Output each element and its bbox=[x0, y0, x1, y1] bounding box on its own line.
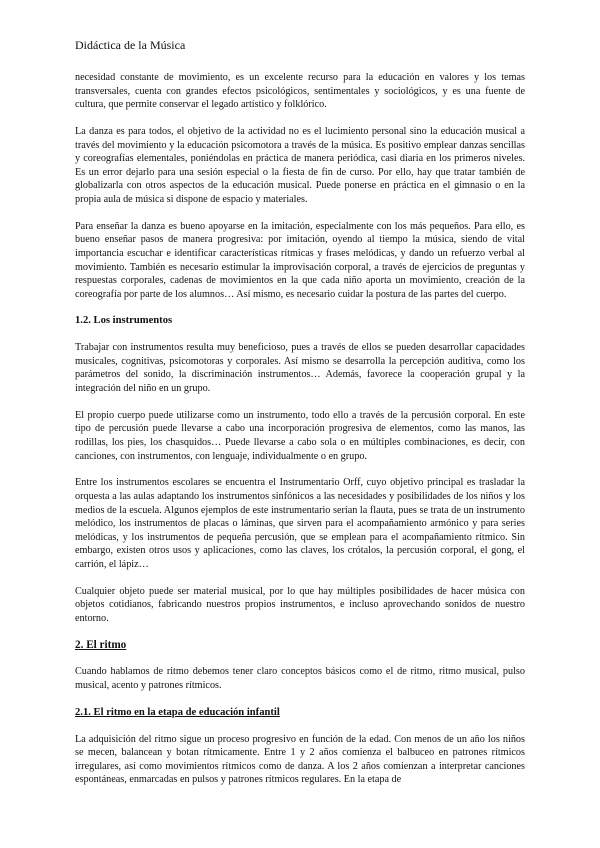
paragraph: Para enseñar la danza es bueno apoyarse en la imitación, especialmente con los más pequeños. Para ello, es bueno enseñar pasos de manera progresiva: por imitación, oyendo al tiempo la música, siendo de vital importancia escuchar e identificar características rítmicas y frases melódicas, y dando un refuerzo verbal al movimiento. También es necesario estimular la improvisación corporal, a través de ejercicios de preguntas y respuestas corporales, cadenas de movimientos en la que cada niño aporta un movimiento, creación de la coreografía por parte de los alumnos… Así mismo, es necesario cuidar la postura de las partes del cuerpo. bbox=[75, 220, 525, 300]
paragraph: Entre los instrumentos escolares se encuentra el Instrumentario Orff, cuyo objetivo principal es trasladar la orquesta a las aulas adaptando los instrumentos sinfónicos a las necesidades y posibilidades de los niños y los medios de la escuela. Algunos ejemplos de este instrumentario serían la flauta, pues se trata de un instrumento melódico, los instrumentos de placas o láminas, que sirven para el acompañamiento armónico y para series melódicas, y los instrumentos de pequeña percusión, que se emplean para el acompañamiento rítmico. Sin embargo, existen otros usos y aplicaciones, como las claves, los crótalos, la percusión corporal, el gong, el carrión, el lápiz… bbox=[75, 477, 525, 570]
section-heading: 1.2. Los instrumentos bbox=[75, 315, 173, 327]
paragraph: El propio cuerpo puede utilizarse como un instrumento, todo ello a través de la percusión corporal. En este tipo de percusión puede llevarse a cabo una incorporación progresiva de elementos, como las manos, las rodillas, los pies, los chasquidos… Puede llevarse a cabo sola o en múltiples combinaciones, es decir, con canciones, con instrumentos, con lenguaje, individualmente o en grupo. bbox=[75, 409, 525, 462]
paragraph: Cualquier objeto puede ser material musical, por lo que hay múltiples posibilidades de hacer música con objetos cotidianos, fabricando nuestros propios instrumentos, e incluso aprovechando sonidos de nuestro entorno. bbox=[75, 585, 525, 624]
document-body bbox=[75, 71, 525, 800]
paragraph: Cuando hablamos de ritmo debemos tener claro conceptos básicos como el de ritmo, ritmo musical, pulso musical, acento y patrones rítmicos. bbox=[75, 666, 525, 692]
paragraph: Trabajar con instrumentos resulta muy beneficioso, pues a través de ellos se pueden desarrollar capacidades musicales, cognitivas, psicomotoras y corporales. Así mismo se desarrolla la percepción auditiva, como los parámetros del sonido, la discriminación instrumentos… Además, favorece la cooperación grupal y la integración del niño en un grupo. bbox=[75, 342, 525, 395]
section-heading: 2. El ritmo bbox=[75, 638, 127, 651]
paragraph: La adquisición del ritmo sigue un proceso progresivo en función de la edad. Con menos de un año los niños se mecen, balancean y botan rítmicamente. Entre 1 y 2 años comienza el balbuceo en patrones rítmicos irregulares, así como movimientos rítmicos como de danza. A los 2 años comienzan a interpretar canciones espontáneas, enmarcadas en pulsos y patrones rítmicos regulares. En la etapa de bbox=[75, 733, 525, 786]
subsection-heading: 2.1. El ritmo en la etapa de educación infantil bbox=[75, 706, 280, 718]
paragraph: necesidad constante de movimiento, es un excelente recurso para la educación en valores y los temas transversales, cuenta con grandes efectos psicológicos, sentimentales y sociológicos, y es una fuente de cultura, que permite conservar el legado artístico y folklórico. bbox=[75, 72, 525, 111]
page-header: Didáctica de la Música bbox=[75, 38, 186, 52]
paragraph: La danza es para todos, el objetivo de la actividad no es el lucimiento personal sino la educación musical a través del movimiento y la educación psicomotora a través de la música. Es positivo emplear danzas sencillas y coreografías elementales, poniéndolas en práctica de manera periódica, casi diaria en los primeros niveles. Es un error dejarlo para una sesión especial o la fiesta de fin de curso. Por ello, hay que tratar también de globalizarla con otros aspectos de la educación musical. Puede ponerse en práctica en el gimnasio o en la propia aula de música si dispone de espacio y materiales. bbox=[75, 125, 525, 205]
